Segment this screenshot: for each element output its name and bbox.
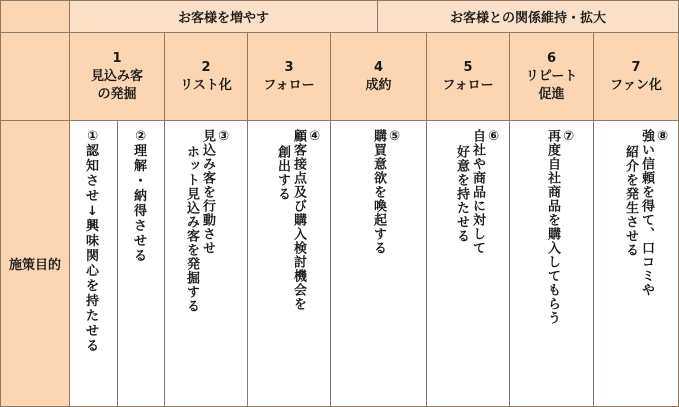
purpose-text-cont: ホット見込み客を発掘する (184, 145, 199, 313)
purpose-text: ⑥ 自社や商品に対して (470, 129, 501, 255)
step-number: 5 (463, 59, 473, 75)
purpose-text-cont: 紹介を発生させる (623, 145, 638, 257)
step-label: リピート 促進 (525, 68, 578, 102)
purpose-cell-6 (509, 120, 594, 407)
purpose-cell-4 (330, 120, 427, 407)
purpose-cell-2 (164, 120, 248, 407)
corner-cell (0, 0, 70, 33)
step-number: 1 (112, 50, 122, 66)
step-number: 2 (201, 59, 211, 75)
purpose-cell-7 (593, 120, 679, 407)
purpose-cell-1b (117, 120, 165, 407)
purpose-cell-5 (426, 120, 510, 407)
step-header-3 (247, 32, 331, 121)
corner-cell-lower (0, 32, 70, 121)
row-label-purpose: 施策目的 (0, 120, 70, 407)
step-header-2 (164, 32, 248, 121)
step-header-5 (426, 32, 510, 121)
step-number: 7 (631, 59, 641, 75)
purpose-text-cont: 好意を持たせる (454, 145, 469, 243)
purpose-text: ② 理 解 ・ 納 得 さ せ る (133, 129, 148, 264)
purpose-cell-1a (69, 120, 118, 407)
step-number: 3 (284, 59, 294, 75)
step-header-6 (509, 32, 594, 121)
step-header-7 (593, 32, 679, 121)
step-number: 4 (373, 59, 384, 75)
step-label: 見込み客 の発掘 (90, 68, 143, 102)
step-number: 6 (546, 50, 557, 66)
purpose-text: ④ 顧客接点及び購入検討機会を (291, 129, 322, 311)
purpose-text: ① 認 知 さ せ ↓ 興 味 関 心 を 持 た せ る (85, 129, 100, 354)
purpose-cell-3 (247, 120, 331, 407)
group-header-increase: お客様を増やす (69, 0, 378, 33)
step-label: リスト化 (180, 77, 232, 93)
step-label: フォロー (442, 77, 494, 93)
purpose-text: ⑤ 購買意欲を喚起する (371, 129, 402, 255)
purpose-text: ⑧ 強い信頼を得て、口コミや (639, 129, 670, 297)
step-label: ファン化 (610, 77, 662, 93)
step-header-1 (69, 32, 165, 121)
step-label: フォロー (263, 77, 315, 93)
purpose-text: ③ 見込み客を行動させ (200, 129, 231, 255)
group-header-retain: お客様との関係維持・拡大 (377, 0, 679, 33)
purpose-text-cont: 創出する (275, 145, 290, 201)
step-header-4 (330, 32, 427, 121)
step-label: 成約 (365, 77, 392, 93)
purpose-text: ⑦ 再度自社商品を購入してもらう (545, 129, 576, 325)
